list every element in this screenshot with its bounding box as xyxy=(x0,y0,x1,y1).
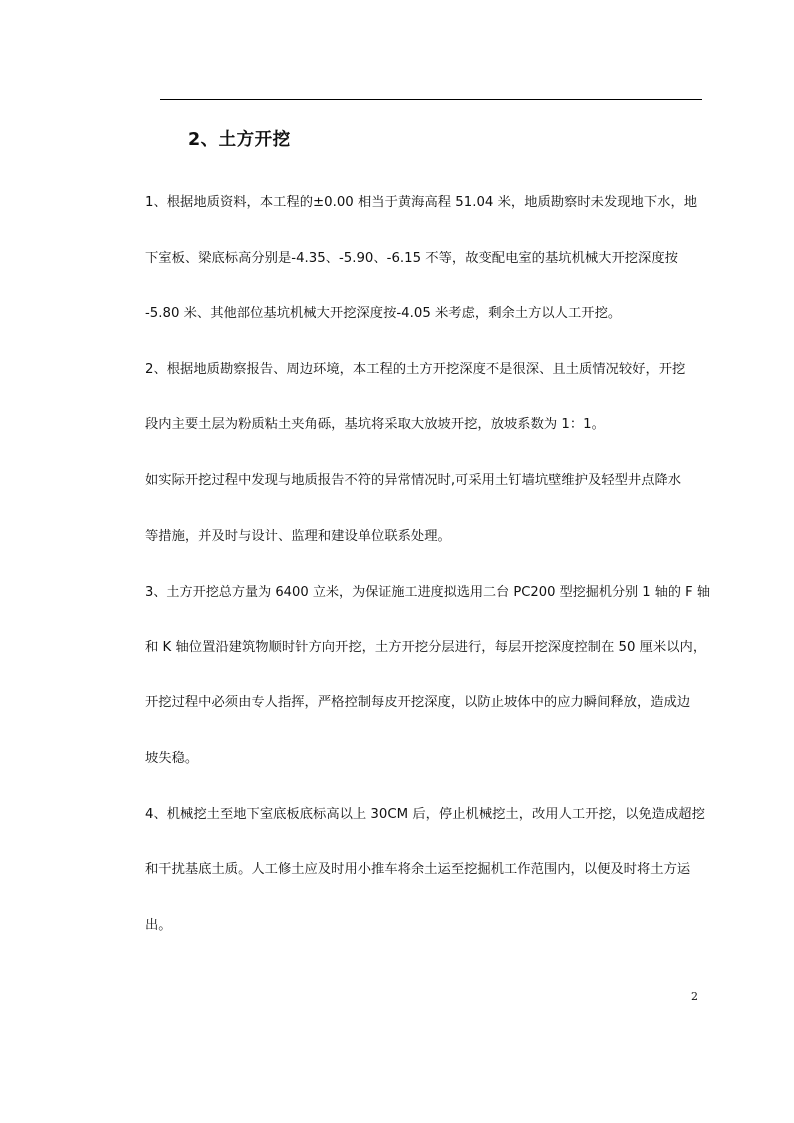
body-line: 下室板、梁底标高分别是-4.35、-5.90、-6.15 不等，故变配电室的基坑机械大开挖深度按 xyxy=(145,251,678,266)
body-line: 2、根据地质勘察报告、周边环境，本工程的土方开挖深度不是很深、且土质情况较好，开挖 xyxy=(145,362,686,377)
body-line: 和 K 轴位置沿建筑物顺时针方向开挖，土方开挖分层进行，每层开挖深度控制在 50 厘米以内， xyxy=(145,640,707,655)
header-rule xyxy=(160,99,702,100)
body-line: 3、土方开挖总方量为 6400 立米，为保证施工进度拟选用二台 PC200 型挖掘机分别 1 轴的 F 轴 xyxy=(145,585,710,600)
body-line: 开挖过程中必须由专人指挥，严格控制每皮开挖深度，以防止坡体中的应力瞬间释放，造成边 xyxy=(145,695,691,710)
body-line: 出。 xyxy=(145,918,172,933)
page-number: 2 xyxy=(691,990,698,1003)
section-title: 2、土方开挖 xyxy=(188,130,291,150)
body-line: 如实际开挖过程中发现与地质报告不符的异常情况时,可采用土钉墙坑壁维护及轻型井点降水 xyxy=(145,473,682,488)
body-line: -5.80 米、其他部位基坑机械大开挖深度按-4.05 米考虑，剩余土方以人工开挖。 xyxy=(145,306,622,321)
body-line: 和干扰基底土质。人工修土应及时用小推车将余土运至挖掘机工作范围内，以便及时将土方运 xyxy=(145,862,691,877)
body-line: 4、机械挖土至地下室底板底标高以上 30CM 后，停止机械挖土，改用人工开挖，以免造成超挖 xyxy=(145,807,705,822)
body-line: 等措施，并及时与设计、监理和建设单位联系处理。 xyxy=(145,529,451,544)
body-line: 1、根据地质资料，本工程的±0.00 相当于黄海高程 51.04 米，地质勘察时未发现地下水，地 xyxy=(145,195,698,210)
body-line: 段内主要土层为粉质粘土夹角砾，基坑将采取大放坡开挖，放坡系数为 1：1。 xyxy=(145,417,605,432)
body-line: 坡失稳。 xyxy=(145,751,199,766)
